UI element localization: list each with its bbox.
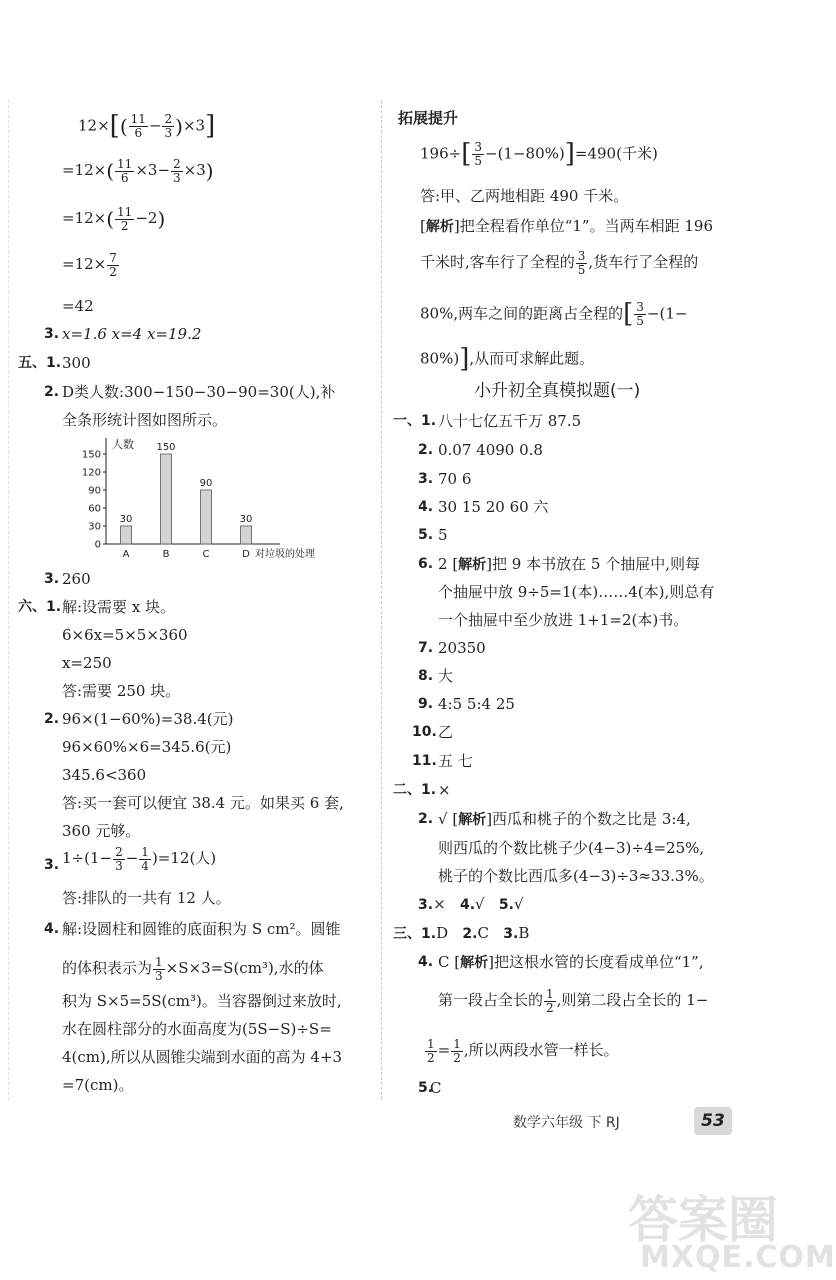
answer-text: 水在圆柱部分的水面高度为(5S−S)÷S= xyxy=(62,1020,332,1038)
q-number: 7. xyxy=(418,640,434,656)
answer-text: x=1.6 x=4 x=19.2 xyxy=(62,325,202,343)
x-tick-label: B xyxy=(162,549,170,560)
answer-text: 2 [解析]把 9 本书放在 5 个抽屉中,则每 xyxy=(438,555,700,573)
calc-line: 的体积表示为 $\frac{1}{3}$ ×S×3=S(cm³),水的体 xyxy=(62,955,324,983)
q-number: 2. xyxy=(44,384,60,400)
analysis-line: 80%,两车之间的距离占全程的[ $\frac{3}{5}$ −(1− xyxy=(420,299,688,329)
answer-text: 96×(1−60%)=38.4(元) xyxy=(62,710,234,728)
q-number: 10. xyxy=(412,724,437,740)
q-number: 8. xyxy=(418,668,434,684)
y-tick-label: 120 xyxy=(81,467,101,479)
calc-line-5: =42 xyxy=(62,297,94,315)
y-axis-label: 人数 xyxy=(112,438,134,451)
q-number: 4. xyxy=(418,499,434,515)
answer-text: 260 xyxy=(62,570,91,588)
answer-text: D类人数:300−150−30−90=30(人),补 xyxy=(62,383,336,401)
q-number: 3. xyxy=(418,471,434,487)
q-number: 3. xyxy=(44,857,60,873)
fraction: $\frac{2}{3}$ xyxy=(164,112,173,140)
answer-text: 一个抽屉中至少放进 1+1=2(本)书。 xyxy=(438,611,689,629)
calc-line-3: =12×( $\frac{11}{2}$ −2) xyxy=(62,205,166,233)
y-tick-label: 90 xyxy=(88,485,101,497)
data-label: 30 xyxy=(119,514,133,525)
q-number: 6. xyxy=(418,556,434,572)
answer-text: C xyxy=(430,1079,442,1097)
section-number: 五、1. xyxy=(18,355,62,371)
answer-text: 70 6 xyxy=(438,470,472,488)
answer-text: √ [解析]西瓜和桃子的个数之比是 3:4, xyxy=(438,810,691,828)
answer-text: 五 七 xyxy=(438,752,473,770)
answer-text: C [解析]把这根水管的长度看成单位“1”, xyxy=(438,953,704,971)
analysis-line: 千米时,客车行了全程的 $\frac{3}{5}$ ,货车行了全程的 xyxy=(420,249,699,277)
analysis-line: [解析]把全程看作单位“1”。当两车相距 196 xyxy=(420,217,713,235)
y-tick-label: 30 xyxy=(88,521,101,533)
calc-line: 1÷(1− $\frac{2}{3}$ − $\frac{1}{4}$ )=12(人) xyxy=(62,845,217,873)
answer-text: 0.07 4090 0.8 xyxy=(438,441,543,459)
bar-B xyxy=(161,454,172,544)
data-label: 30 xyxy=(239,514,253,525)
watermark-site: MXQE.COM xyxy=(640,1240,836,1275)
answer-row: 3.× 4.√ 5.√ xyxy=(418,895,524,913)
answer-text: 4(cm),所以从圆锥尖端到水面的高为 4+3 xyxy=(62,1048,343,1066)
fraction: $\frac{11}{6}$ xyxy=(130,112,146,140)
q-number: 9. xyxy=(418,696,434,712)
answer-text: 解:设需要 x 块。 xyxy=(62,598,176,616)
q-number: 3. xyxy=(44,571,60,587)
q-number: 2. xyxy=(418,442,434,458)
q-number: 2. xyxy=(418,811,434,827)
data-label: 150 xyxy=(156,442,176,453)
analysis-line: 第一段占全长的 $\frac{1}{2}$ ,则第二段占全长的 1− xyxy=(438,987,709,1015)
answer-text: 360 元够。 xyxy=(62,822,141,840)
q-number: 5. xyxy=(418,1080,434,1096)
calc-line-4: =12× $\frac{7}{2}$ xyxy=(62,251,117,279)
answer-text: 八十七亿五千万 87.5 xyxy=(438,412,582,430)
extension-title: 拓展提升 xyxy=(398,109,459,127)
y-tick-label: 150 xyxy=(81,449,101,461)
q-number: 4. xyxy=(44,921,60,937)
calc-line-1: 12×[( $\frac{11}{6}$ − $\frac{2}{3}$ )×3] xyxy=(78,111,216,141)
x-tick-label: C xyxy=(202,549,210,560)
answer-text: 桃子的个数比西瓜多(4−3)÷3≈33.3%。 xyxy=(438,867,714,885)
column-divider xyxy=(381,100,382,1100)
answer-text: 答:排队的一共有 12 人。 xyxy=(62,889,231,907)
bar-A xyxy=(121,526,132,544)
answer-text: 答:甲、乙两地相距 490 千米。 xyxy=(420,187,629,205)
x-axis-label: 对垃圾的处理 xyxy=(255,549,315,560)
analysis-line: 80%)],从而可求解此题。 xyxy=(420,344,595,374)
q-number: 2. xyxy=(44,711,60,727)
answer-text: 解:设圆柱和圆锥的底面积为 S cm²。圆锥 xyxy=(62,920,341,938)
page-number: 53 xyxy=(694,1107,732,1135)
section-number: 六、1. xyxy=(18,599,62,615)
calc-line: 196÷[ $\frac{3}{5}$ −(1−80%)]=490(千米) xyxy=(420,139,658,169)
answer-text: 300 xyxy=(62,354,91,372)
answer-text: × xyxy=(438,781,451,799)
bar-D xyxy=(241,526,252,544)
answer-text: 全条形统计图如图所示。 xyxy=(62,411,228,429)
answer-text: 4:5 5:4 25 xyxy=(438,695,515,713)
answer-text: 6×6x=5×5×360 xyxy=(62,626,188,644)
answer-row: 三、1.D 2.C 3.B xyxy=(393,924,530,942)
section-title: 小升初全真模拟题(一) xyxy=(474,381,641,401)
data-label: 90 xyxy=(199,478,213,489)
answer-text: 答:需要 250 块。 xyxy=(62,682,181,700)
q-number: 3. xyxy=(44,326,60,342)
watermark-logo: 答案圈 xyxy=(628,1191,778,1249)
section-number: 一、1. xyxy=(393,413,437,429)
answer-text: 20350 xyxy=(438,639,486,657)
answer-text: 积为 S×5=5S(cm³)。当容器倒过来放时, xyxy=(62,992,342,1010)
bar-chart xyxy=(70,436,360,568)
q-number: 5. xyxy=(418,527,434,543)
footer-text: 数学六年级 下 RJ xyxy=(513,1115,620,1131)
answer-text: x=250 xyxy=(62,654,112,672)
answer-text: =7(cm)。 xyxy=(62,1076,134,1094)
answer-text: 30 15 20 60 六 xyxy=(438,498,549,516)
left-margin-line xyxy=(8,100,9,1100)
analysis-line: $\frac{1}{2}$ = $\frac{1}{2}$ ,所以两段水管一样长。 xyxy=(427,1037,619,1065)
answer-text: 答:买一套可以便宜 38.4 元。如果买 6 套, xyxy=(62,794,344,812)
answer-text: 则西瓜的个数比桃子少(4−3)÷4=25%, xyxy=(438,839,705,857)
answer-text: 5 xyxy=(438,526,448,544)
answer-text: 96×60%×6=345.6(元) xyxy=(62,738,232,756)
answer-text: 乙 xyxy=(438,723,454,741)
y-tick-label: 0 xyxy=(94,539,101,551)
calc-line-2: =12×( $\frac{11}{6}$ ×3− $\frac{2}{3}$ ×3) xyxy=(62,157,214,185)
y-tick-label: 60 xyxy=(88,503,101,515)
section-number: 二、1. xyxy=(393,782,437,798)
x-tick-label: D xyxy=(242,549,250,560)
text: ×3 xyxy=(182,116,206,135)
q-number: 11. xyxy=(412,753,437,769)
q-number: 4. xyxy=(418,954,434,970)
text: 12× xyxy=(78,116,110,135)
answer-text: 个抽屉中放 9÷5=1(本)……4(本),则总有 xyxy=(438,583,715,601)
answer-text: 大 xyxy=(438,667,454,685)
answer-text: 345.6<360 xyxy=(62,766,147,784)
bar-C xyxy=(201,490,212,544)
x-tick-label: A xyxy=(122,549,130,560)
